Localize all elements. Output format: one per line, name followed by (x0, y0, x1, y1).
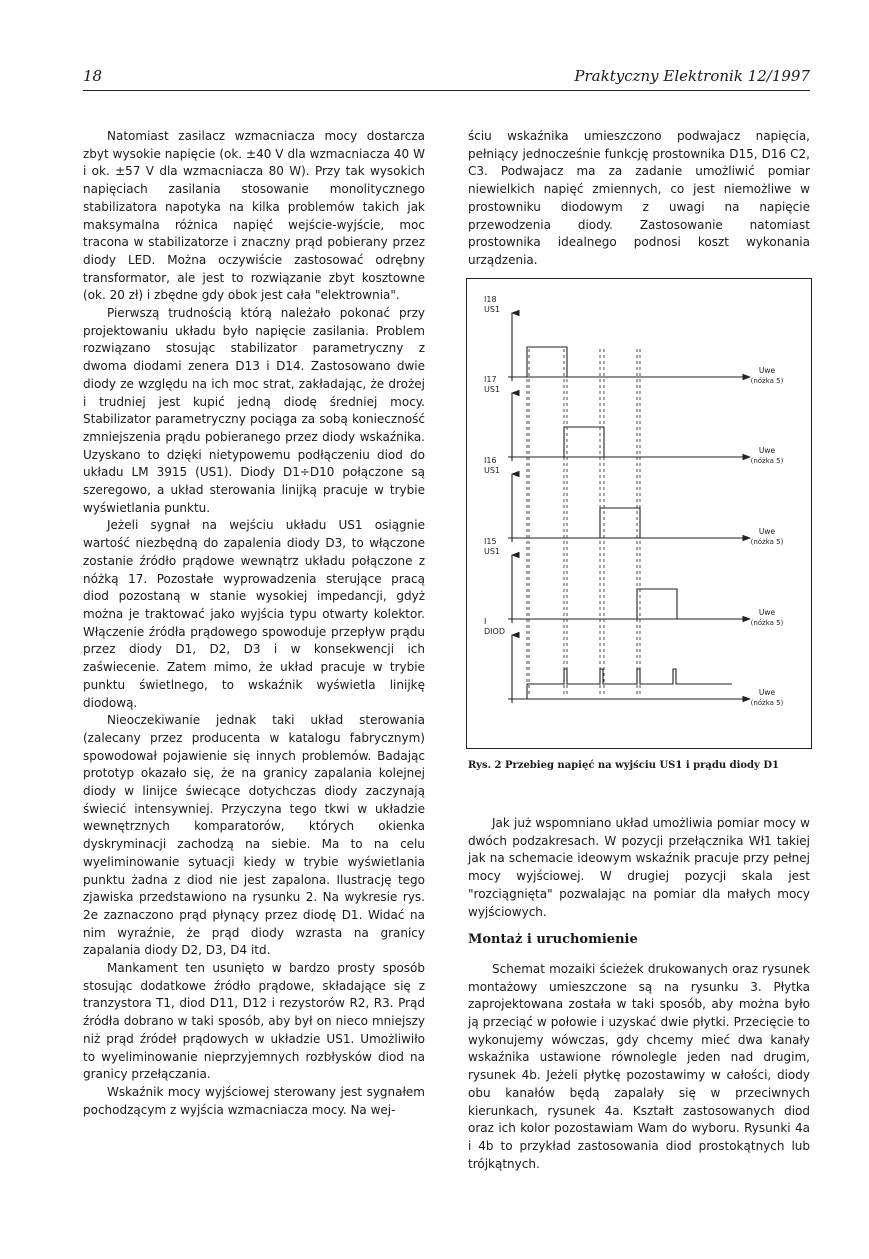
paragraph: Jeżeli sygnał na wejściu układu US1 osiągnie wartość niezbędną do zapalenia diody D3, to włączone zostanie źródło prądowe wewnątrz układu połączone z nóżką 17. Pozostałe wyprowadzenia sterujące pracą diod pozostaną w stanie wysokiej impedancji, gdyż można je traktować jako wyjścia typu otwarty kolektor. Włączenie źródła prądowego spowoduje przepływ prądu przez diody D1, D2, D3 i w konsekwencji ich zaświecenie. Zatem mimo, że układ pracuje w trybie punktu świetlnego, to wskaźnik wyświetla linijkę diodową. (83, 518, 425, 710)
waveform-diagram (467, 279, 811, 748)
section-heading: Montaż i uruchomienie (468, 932, 638, 948)
x-axis-label: Uwe (758, 527, 776, 536)
y-axis-label: I17 (484, 375, 497, 384)
paragraph: Natomiast zasilacz wzmacniacza mocy dostarcza zbyt wysokie napięcie (ok. ±40 V dla wzmacniacza 40 W i ok. ±57 V dla wzmacniacza 80 W). Przy tak wysokich napięciach zasilania stosowanie monolitycznego stabilizatora napotyka na kilka problemów takich jak maksymalna różnica napięć wejście-wyjście, moc tracona w stabilizatorze i znaczny prąd pobierany przez diody LED. Można oczywiście zastosować odrębny transformator, ale jest to rozwiązanie zbyt kosztowne (ok. 20 zł) i zbędne gdy obok jest cała "elektrownia". (83, 129, 425, 303)
paragraph: ściu wskaźnika umieszczono podwajacz napięcia, pełniący jednocześnie funkcję prostownika D15, D16 C2, C3. Podwajacz ma za zadanie umożliwić pomiar niewielkich napięć zmiennych, co jest niemożliwe w prostowniku diodowym z uwagi na napięcie przewodzenia diody. Zastosowanie natomiast prostownika idealnego podnosi koszt wykonania urządzenia. (468, 129, 810, 267)
page-header (83, 64, 810, 91)
page-number: 18 (83, 67, 103, 85)
waveform-pulse (637, 589, 677, 619)
y-axis-label: I (484, 617, 487, 626)
x-axis-label: (nóżka 5) (750, 619, 784, 627)
waveform-pulse (527, 347, 567, 377)
x-axis-label: Uwe (758, 366, 776, 375)
y-axis-label: US1 (484, 385, 501, 394)
paragraph: Wskaźnik mocy wyjściowej sterowany jest sygnałem pochodzącym z wyjścia wzmacniacza mocy. Na wej- (83, 1084, 425, 1117)
x-axis-label: (nóżka 5) (750, 457, 784, 465)
y-axis-label: I16 (484, 456, 497, 465)
x-axis-label: Uwe (758, 446, 776, 455)
x-axis-label: (nóżka 5) (750, 699, 784, 707)
right-column-top (468, 128, 810, 270)
x-axis-label: Uwe (758, 688, 776, 697)
waveform-current (512, 669, 732, 699)
paragraph: Schemat mozaiki ścieżek drukowanych oraz rysunek montażowy umieszczone są na rysunku 3. Płytka zaprojektowana została w taki sposób, aby można było ją przeciąć w połowie i uzyskać dwie płytki. Przecięcie to wykonujemy wówczas, gdy chcemy mieć dwa kanały wskaźnika ustawione równolegle jeden nad drugim, rysunek 4b. Jeżeli płytkę pozostawimy w całości, diody obu kanałów będą zapalały się w przeciwnych kierunkach, rysunek 4a. Kształt zastosowanych diod oraz ich kolor pozostawiam Wam do wyboru. Rysunki 4a i 4b to przykład zastosowania diod prostokątnych lub trójkątnych. (468, 961, 810, 1171)
y-axis-label: US1 (484, 305, 501, 314)
x-axis-label: (nóżka 5) (750, 538, 784, 546)
left-column (83, 128, 425, 1119)
right-column-bottom (468, 815, 810, 1173)
paragraph: Jak już wspomniano układ umożliwia pomiar mocy w dwóch podzakresach. W pozycji przełącznika Wł1 takiej jak na schemacie ideowym wskaźnik pracuje przy pełnej mocy wyjściowej. W drugiej pozycji skala jest "rozciągnięta" pozwalając na pomiar dla małych mocy wyjściowych. (468, 816, 810, 919)
x-axis-label: (nóżka 5) (750, 377, 784, 385)
y-axis-label: US1 (484, 547, 501, 556)
y-axis-label: I18 (484, 295, 497, 304)
journal-title: Praktyczny Elektronik 12/1997 (574, 67, 810, 85)
y-axis-label: US1 (484, 466, 501, 475)
figure-waveforms (466, 278, 812, 749)
paragraph: Pierwszą trudnością którą należało pokonać przy projektowaniu układu było napięcie zasilania. Problem rozwiązano stosując stabilizator parametryczny z dwoma diodami zenera D13 i D14. Zastosowano dwie diody ze względu na ich moc strat, zakładając, że drożej i trudniej jest kupić jedną diodę średniej mocy. Stabilizator parametryczny pociąga za sobą konieczność zmniejszenia prądu pobieranego przez diody wskaźnika. Uzyskano to dzięki nietypowemu podłączeniu diod do układu LM 3915 (US1). Diody D1÷D10 połączone są szeregowo, a układ sterowania linijką pracuje w trybie wyświetlania punktu. (83, 306, 425, 515)
waveform-pulse (600, 508, 640, 538)
y-axis-label: I15 (484, 537, 497, 546)
paragraph: Mankament ten usunięto w bardzo prosty sposób stosując dodatkowe źródło prądowe, składające się z tranzystora T1, diod D11, D12 i rezystorów R2, R3. Prąd źródła dobrano w taki sposób, aby był on nieco mniejszy niż prąd źródeł prądowych w układzie US1. Umożliwiło to wyeliminowanie nieprzyjemnych rozbłysków diod na granicy przełączania. (83, 961, 425, 1082)
figure-caption: Rys. 2 Przebieg napięć na wyjściu US1 i prądu diody D1 (468, 760, 779, 771)
y-axis-label: DIOD (484, 627, 505, 636)
waveform-pulse (564, 427, 604, 457)
paragraph: Nieoczekiwanie jednak taki układ sterowania (zalecany przez producenta w katalogu fabrycznym) spowodował pojawienie się innych problemów. Badając prototyp okazało się, że na granicy zapalania kolejnej diody w linijce świecące dotychczas diody zaczynają świecić intensywniej. Przyczyna tego tkwi w układzie wewnętrznych komparatorów, których okienka dyskryminacji zachodzą na siebie. Ma to na celu wyeliminowanie sytuacji kiedy w trybie wyświetlania punktu żadna z diod nie jest zapalona. Ilustrację tego zjawiska przedstawiono na rysunku 2. Na wykresie rys. 2e zaznaczono prąd płynący przez diodę D1. Widać na nim wyraźnie, że prąd diody wzrasta na granicy zapalania diody D2, D3, D4 itd. (83, 713, 425, 958)
x-axis-label: Uwe (758, 608, 776, 617)
